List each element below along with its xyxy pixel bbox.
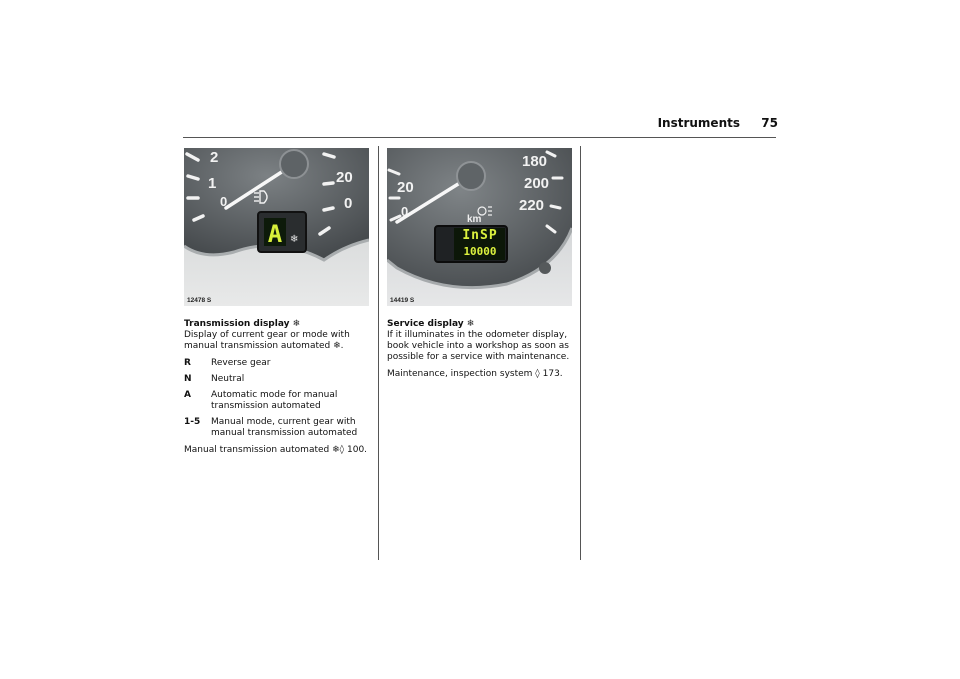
svg-text:200: 200 (524, 175, 550, 192)
gear-indicator-display (264, 218, 286, 246)
service-heading: Service display ❄ (387, 319, 475, 329)
service-display-line1: InSP (462, 228, 498, 243)
header-title: Instruments (657, 116, 740, 130)
transmission-display-text (184, 319, 372, 462)
list-item: 1-5 Manual mode, current gear with manual transmission automated (184, 417, 358, 438)
snowflake-icon: ❄ (332, 445, 340, 455)
page-number: 75 (761, 116, 778, 130)
svg-text:20: 20 (336, 169, 353, 186)
svg-text:0: 0 (220, 194, 228, 209)
snowflake-icon: ❄ (292, 319, 301, 329)
snowflake-icon: ❄ (466, 319, 475, 329)
service-display-line2: 10000 (463, 245, 497, 258)
svg-text:0: 0 (401, 204, 409, 219)
gear-definition-list (184, 358, 372, 439)
svg-text:180: 180 (522, 153, 548, 170)
transmission-heading: Transmission display ❄ (184, 319, 301, 329)
transmission-display-figure (184, 148, 369, 306)
transmission-cross-reference[interactable]: Manual transmission automated ❄◊ 100. (184, 445, 368, 455)
svg-text:0: 0 (344, 195, 353, 212)
gear-indicator-text: A (267, 220, 283, 246)
km-unit-label: km (467, 214, 482, 225)
list-item: R Reverse gear (184, 358, 271, 368)
svg-text:2: 2 (210, 149, 219, 166)
page-reference-arrow-icon: ◊ (535, 369, 540, 379)
svg-text:20: 20 (397, 179, 414, 196)
service-cross-reference[interactable]: Maintenance, inspection system ◊ 173. (387, 369, 563, 379)
svg-text:220: 220 (519, 197, 545, 214)
figure-id: 12478 S (187, 297, 212, 304)
column-divider-2 (580, 146, 581, 560)
speedometer-illustration (387, 148, 572, 306)
page-reference-arrow-icon: ◊ (339, 445, 345, 455)
svg-text:1: 1 (208, 175, 217, 192)
service-display-figure (387, 148, 572, 306)
snowflake-icon: ❄ (333, 341, 341, 351)
service-intro: Service display ❄ If it illuminates in the odometer display, book vehicle into a workshop as soon as possible for a service with maintenance. (387, 319, 573, 363)
column-divider-1 (378, 146, 379, 560)
snowflake-icon: ❄ (290, 234, 299, 245)
figure-id: 14419 S (390, 297, 415, 304)
list-item: A Automatic mode for manual transmission automated (184, 390, 338, 411)
list-item: N Neutral (184, 374, 245, 384)
header-rule (183, 137, 776, 138)
service-display-text (387, 319, 573, 386)
transmission-intro: Transmission display ❄ Display of current gear or mode with manual transmission automated ❄. (184, 319, 372, 352)
